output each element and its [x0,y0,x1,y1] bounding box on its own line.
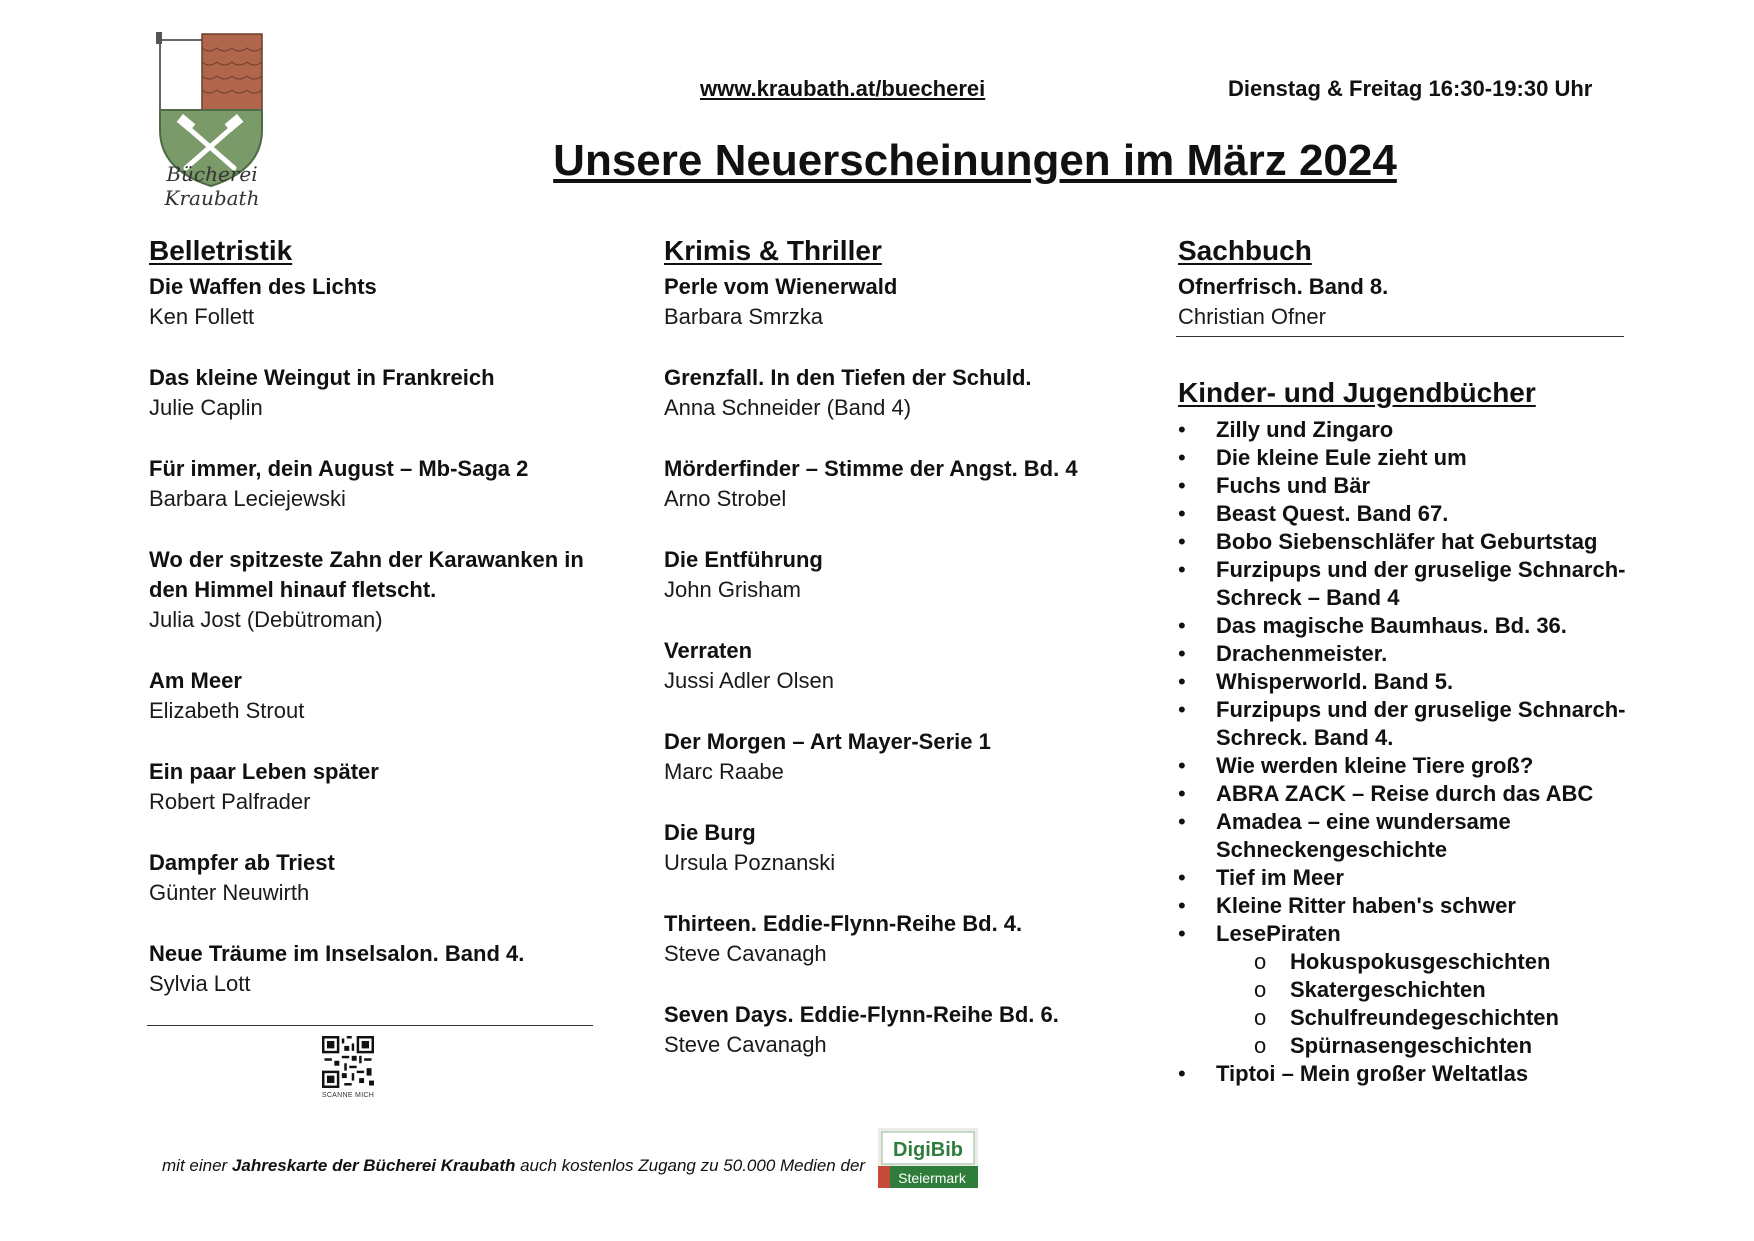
list-item: • Fuchs und Bär [1178,473,1371,498]
book-entry [664,909,1124,969]
book-entry [149,454,599,514]
section-heading-sachbuch: Sachbuch [1178,235,1312,266]
bullet-icon: • [1178,753,1186,778]
bullet-icon: • [1178,501,1186,526]
bullet-icon: • [1178,473,1186,498]
book-entry [149,666,599,726]
list-item: • ABRA ZACK – Reise durch das ABC [1178,781,1594,806]
bullet-icon: • [1178,557,1186,582]
book-title: Neue Träume im Inselsalon. Band 4. [149,941,525,966]
digibib-line2: Steiermark [898,1170,966,1186]
book-entry [1178,272,1624,332]
book-author: John Grisham [664,577,801,602]
circle-bullet-icon: o [1254,949,1267,974]
logo-text-line1: Bücherei [166,162,258,186]
book-title: Wo der spitzeste Zahn der Karawanken in den Himmel hinauf fletscht. [149,547,584,602]
bullet-icon: • [1178,417,1186,442]
book-author: Ursula Poznanski [664,850,836,875]
book-entry [149,757,599,817]
book-author: Günter Neuwirth [149,880,310,905]
list-item: • Kleine Ritter haben's schwer [1178,893,1516,918]
bullet-icon: • [1178,781,1186,806]
sachbuch-column [1178,234,1624,363]
sublist-item: o Schulfreundegeschichten [1254,1005,1559,1030]
book-title: Grenzfall. In den Tiefen der Schuld. [664,365,1032,390]
list-item: • Drachenmeister. [1178,641,1388,666]
section-heading-kinder: Kinder- und Jugendbücher [1178,377,1536,408]
book-title: Ofnerfrisch. Band 8. [1178,274,1389,299]
circle-bullet-icon: o [1254,1005,1267,1030]
book-entry [664,363,1124,423]
book-entry [149,272,599,332]
divider [1176,336,1624,337]
qr-label: SCANNE MICH [321,1092,375,1099]
krimis-column [664,234,1124,1091]
divider [147,1025,593,1026]
book-author: Julie Caplin [149,395,263,420]
book-title: Dampfer ab Triest [149,850,335,875]
book-title: Die Waffen des Lichts [149,274,377,299]
book-entry [664,727,1124,787]
book-title: Am Meer [149,668,242,693]
book-entry [149,848,599,908]
bullet-icon: • [1178,893,1186,918]
book-title: Das kleine Weingut in Frankreich [149,365,495,390]
book-title: Thirteen. Eddie-Flynn-Reihe Bd. 4. [664,911,1023,936]
sublist-item: o Hokuspokusgeschichten [1254,949,1551,974]
book-author: Barbara Smrzka [664,304,823,329]
sublist-item: o Spürnasengeschichten [1254,1033,1533,1058]
book-author: Marc Raabe [664,759,784,784]
list-item: • Beast Quest. Band 67. [1178,501,1449,526]
list-item: • Amadea – eine wundersame Schneckengeschichte [1178,809,1511,862]
list-item: • Bobo Siebenschläfer hat Geburtstag [1178,529,1598,554]
kinder-list [1178,416,1648,1088]
book-author: Julia Jost (Debütroman) [149,607,383,632]
book-author: Anna Schneider (Band 4) [664,395,912,420]
book-title: Verraten [664,638,753,663]
book-author: Robert Palfrader [149,789,311,814]
bullet-icon: • [1178,669,1186,694]
list-item: • Furzipups und der gruselige Schnarch-Schreck. Band 4. [1178,697,1626,750]
book-entry [664,1000,1124,1060]
book-author: Sylvia Lott [149,971,251,996]
book-author: Jussi Adler Olsen [664,668,834,693]
bullet-icon: • [1178,529,1186,554]
list-item: • Die kleine Eule zieht um [1178,445,1467,470]
bullet-icon: • [1178,697,1186,722]
book-title: Der Morgen – Art Mayer-Serie 1 [664,729,991,754]
list-item: • Zilly und Zingaro [1178,417,1394,442]
bullet-icon: • [1178,613,1186,638]
logo-text-line2: Kraubath [164,186,260,210]
section-heading-krimis: Krimis & Thriller [664,235,882,266]
list-item: • LesePiraten [1178,921,1341,946]
book-author: Ken Follett [149,304,255,329]
digibib-logo[interactable] [878,1128,978,1188]
book-title: Ein paar Leben später [149,759,379,784]
bullet-icon: • [1178,1061,1186,1086]
book-title: Die Entführung [664,547,823,572]
book-entry [664,545,1124,605]
book-author: Steve Cavanagh [664,941,827,966]
book-entry [664,636,1124,696]
list-item: • Whisperworld. Band 5. [1178,669,1454,694]
opening-hours: Dienstag & Freitag 16:30-19:30 Uhr [1228,76,1593,101]
book-entry [149,939,599,999]
book-entry [149,363,599,423]
book-author: Steve Cavanagh [664,1032,827,1057]
list-item: • Tiptoi – Mein großer Weltatlas [1178,1061,1529,1086]
book-author: Barbara Leciejewski [149,486,346,511]
website-link[interactable]: www.kraubath.at/buecherei [700,76,986,101]
bullet-icon: • [1178,921,1186,946]
book-author: Elizabeth Strout [149,698,305,723]
bullet-icon: • [1178,641,1186,666]
footer-text [162,1156,865,1176]
digibib-line1: DigiBib [893,1139,963,1161]
footer-bold: Jahreskarte der Bücherei Kraubath [231,1156,516,1175]
bullet-icon: • [1178,865,1186,890]
book-title: Seven Days. Eddie-Flynn-Reihe Bd. 6. [664,1002,1059,1027]
sublist-item: o Skatergeschichten [1254,977,1486,1002]
book-entry [664,272,1124,332]
book-title: Die Burg [664,820,756,845]
bullet-icon: • [1178,445,1186,470]
bullet-icon: • [1178,809,1186,834]
list-item: • Das magische Baumhaus. Bd. 36. [1178,613,1567,638]
footer-prefix: mit einer [162,1156,232,1175]
section-heading-belletristik: Belletristik [149,235,293,266]
list-item: • Wie werden kleine Tiere groß? [1178,753,1534,778]
circle-bullet-icon: o [1254,977,1267,1002]
book-author: Arno Strobel [664,486,787,511]
circle-bullet-icon: o [1254,1033,1267,1058]
list-item: • Tief im Meer [1178,865,1344,890]
page-title: Unsere Neuerscheinungen im März 2024 [553,136,1397,185]
book-title: Mörderfinder – Stimme der Angst. Bd. 4 [664,456,1078,481]
book-entry [664,818,1124,878]
list-item: • Furzipups und der gruselige Schnarch-Schreck – Band 4 [1178,557,1626,610]
book-author: Christian Ofner [1178,304,1326,329]
book-entry [149,545,599,635]
footer-suffix: auch kostenlos Zugang zu 50.000 Medien der [515,1156,866,1175]
book-title: Für immer, dein August – Mb-Saga 2 [149,456,529,481]
belletristik-column [149,234,599,1030]
book-title: Perle vom Wienerwald [664,274,898,299]
book-entry [664,454,1124,514]
qr-code[interactable] [322,1036,374,1088]
